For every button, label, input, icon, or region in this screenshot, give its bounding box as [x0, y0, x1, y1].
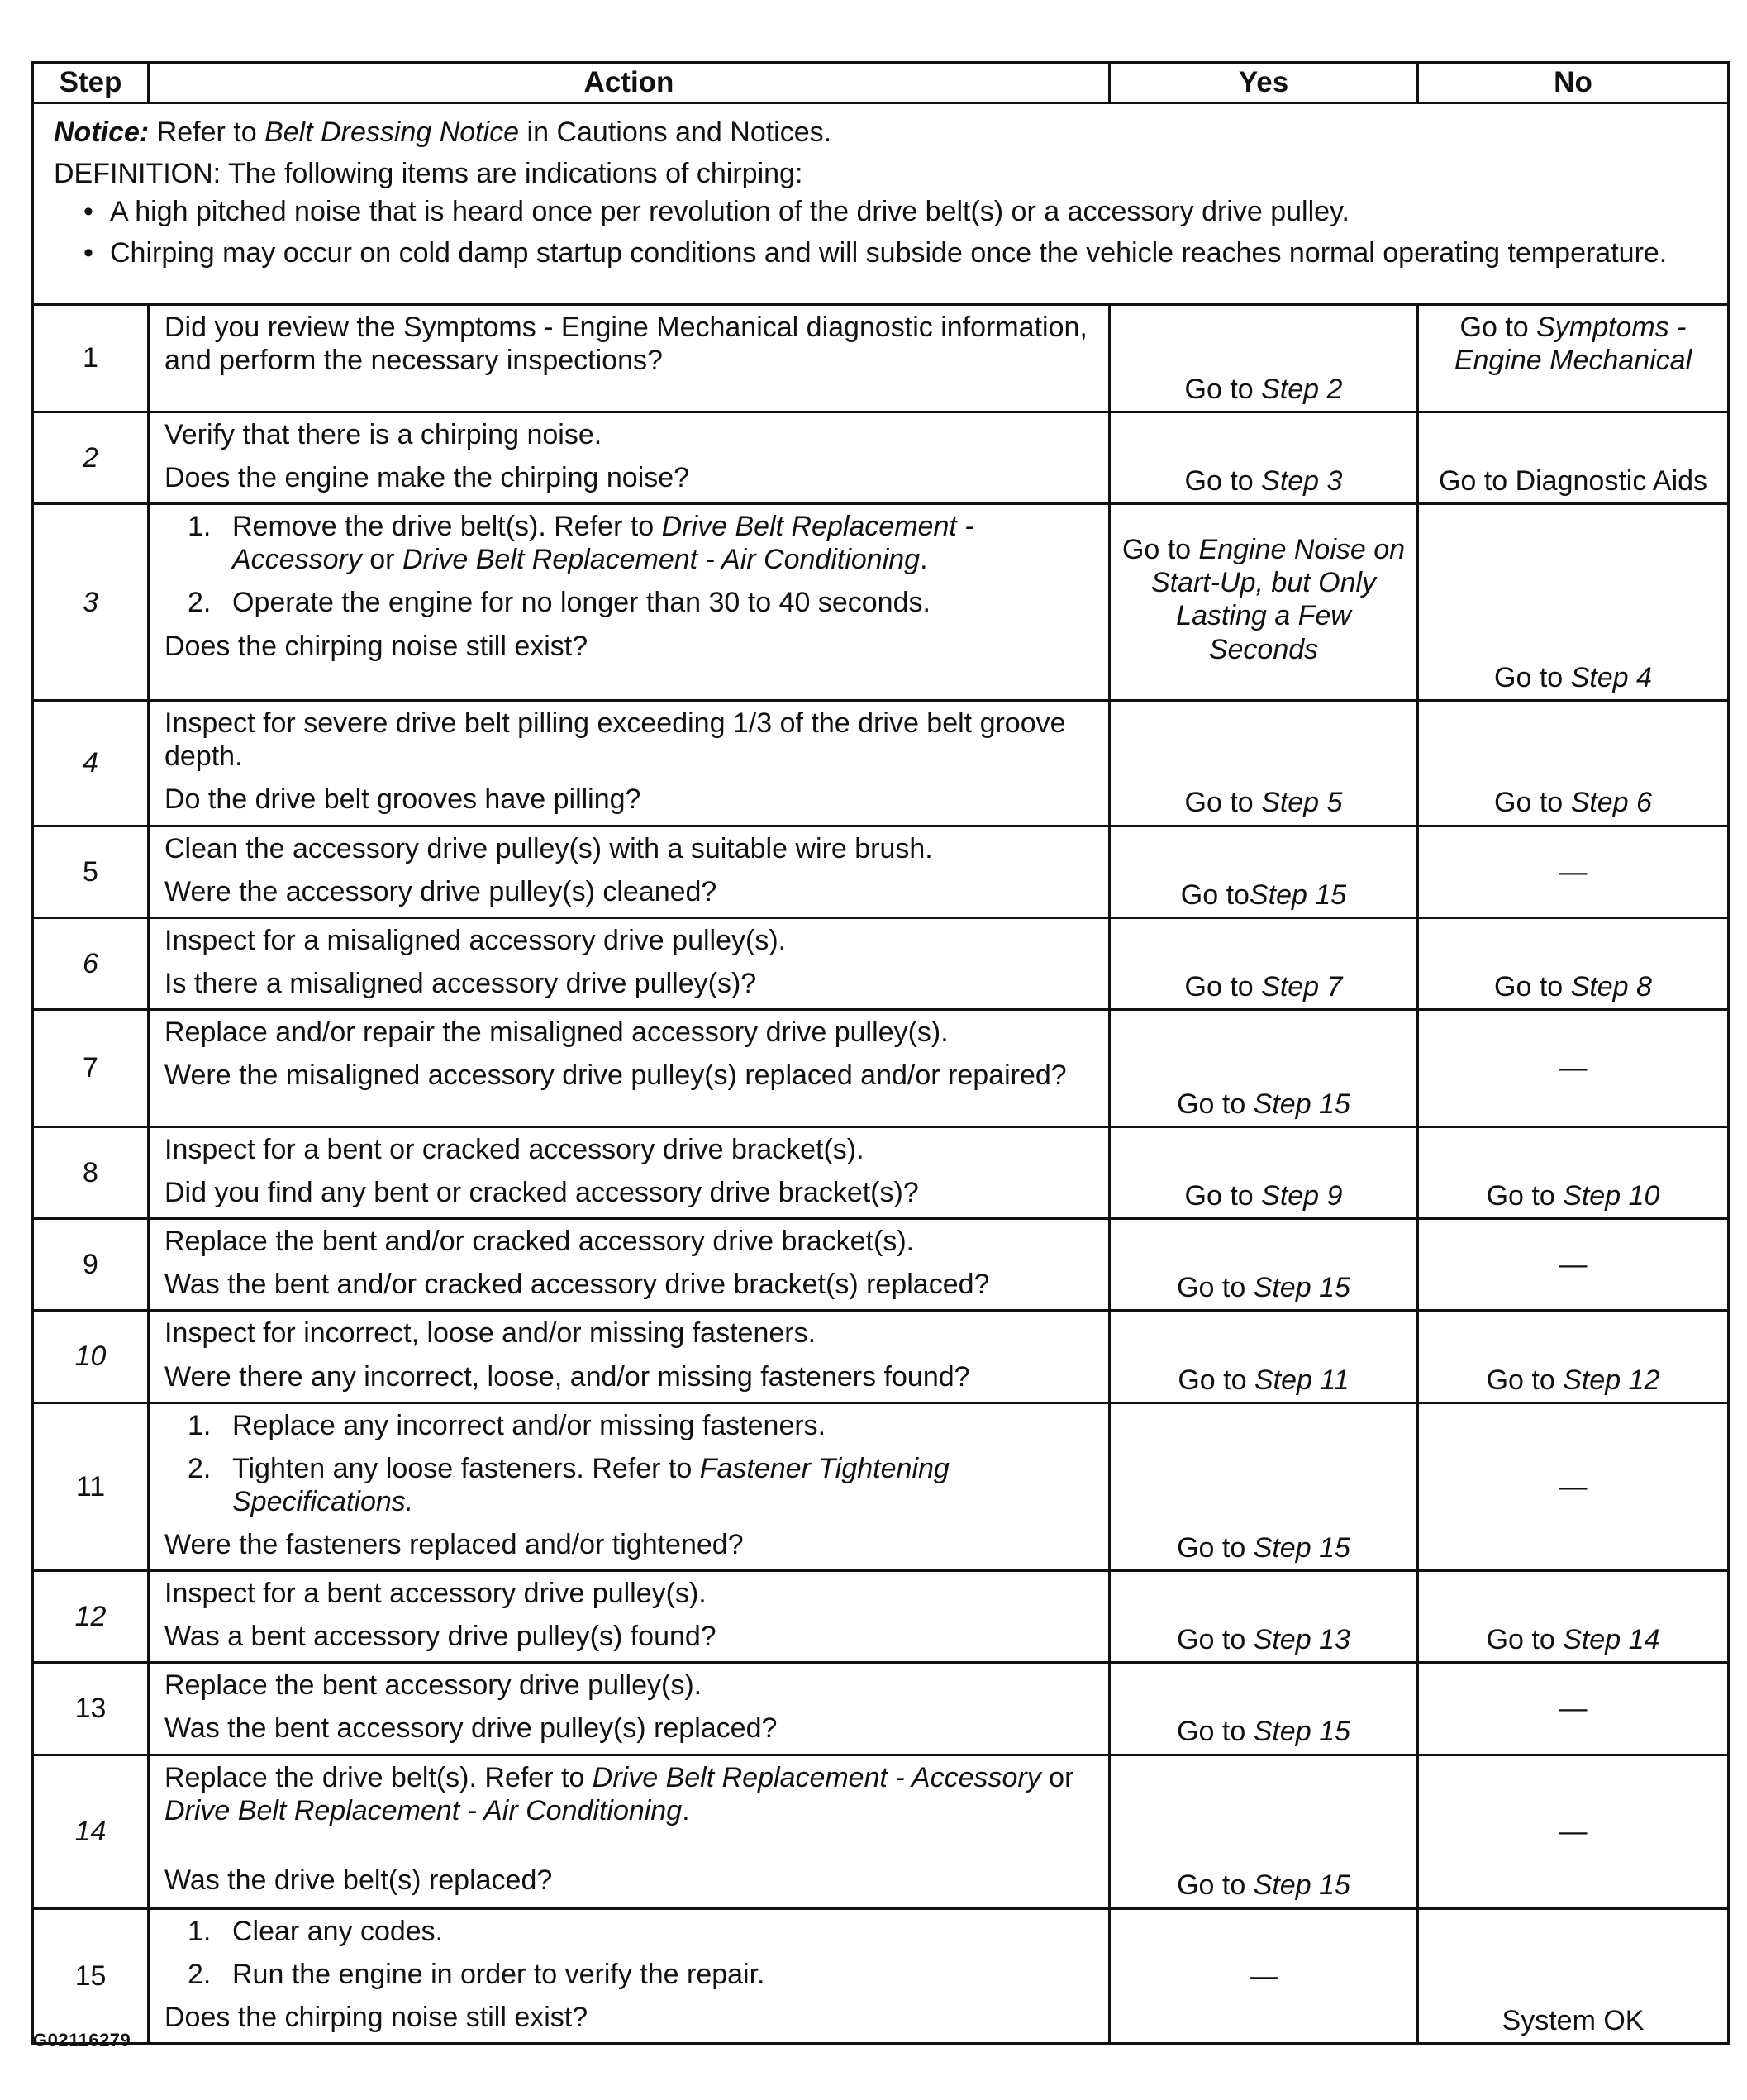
- yes-text: Go to: [1177, 1624, 1254, 1656]
- notice-text-end: in Cautions and Notices.: [519, 117, 832, 148]
- no-reference: Step 12: [1563, 1364, 1660, 1396]
- yes-reference: Step 15: [1253, 1869, 1350, 1902]
- action-list-item: [188, 1409, 1097, 1442]
- yes-reference: Step 3: [1261, 465, 1343, 498]
- step-row-15: [33, 1908, 1729, 2043]
- step-row-12: [33, 1571, 1729, 1663]
- no-result: [1418, 1755, 1729, 1908]
- no-text: Go to: [1459, 312, 1537, 343]
- no-reference: Step 4: [1570, 662, 1652, 694]
- action-text: [164, 1761, 1097, 1827]
- no-reference: Step 14: [1563, 1624, 1660, 1656]
- no-reference: Symptoms - Engine Mechanical: [1454, 312, 1692, 377]
- action-question: Were the fasteners replaced and/or tightened?: [164, 1528, 744, 1560]
- action-list-item: [188, 1452, 1097, 1518]
- yes-reference: Step 9: [1261, 1180, 1343, 1212]
- yes-text: Go to: [1177, 1272, 1254, 1304]
- yes-text: Go to: [1184, 787, 1262, 819]
- yes-text: Go to: [1184, 373, 1262, 405]
- yes-result: [1110, 412, 1418, 504]
- definition-bullet: [83, 195, 1712, 228]
- table-header-row: [33, 63, 1729, 103]
- step-row-5: [33, 826, 1729, 917]
- no-result: [1418, 1663, 1729, 1755]
- step-number: 9: [33, 1219, 149, 1311]
- notice-cell: [33, 103, 1729, 305]
- action-text: Replace and/or repair the misaligned accessory drive pulley(s).: [164, 1016, 949, 1048]
- header-no: No: [1418, 63, 1729, 103]
- step-row-8: [33, 1126, 1729, 1218]
- no-result: [1418, 1402, 1729, 1570]
- step-action: [149, 1402, 1110, 1570]
- list-text-part: Remove the drive belt(s). Refer to: [232, 511, 662, 543]
- yes-reference: Step 11: [1254, 1364, 1350, 1396]
- action-text: Inspect for a bent accessory drive pulley(s).: [164, 1578, 707, 1610]
- list-reference: Drive Belt Replacement - Accessory: [232, 511, 974, 576]
- list-text: [232, 510, 1097, 576]
- step-row-7: [33, 1009, 1729, 1126]
- no-reference: Step 6: [1570, 787, 1652, 819]
- step-row-3: [33, 504, 1729, 701]
- action-question: Is there a misaligned accessory drive pulley(s)?: [164, 967, 757, 999]
- yes-result: [1110, 1311, 1418, 1402]
- yes-result: [1110, 305, 1418, 412]
- no-text: Go to: [1486, 1624, 1564, 1656]
- step-row-6: [33, 917, 1729, 1009]
- list-text: Run the engine in order to verify the repair.: [232, 1958, 765, 1990]
- step-action: [149, 1126, 1110, 1218]
- yes-reference: Step 2: [1261, 373, 1343, 405]
- action-question: Was a bent accessory drive pulley(s) found?: [164, 1621, 716, 1653]
- step-action: [149, 826, 1110, 917]
- action-text: Did you review the Symptoms - Engine Mechanical diagnostic information, and perform the necessary inspections?: [164, 312, 1088, 377]
- no-dash: —: [1559, 1052, 1588, 1084]
- no-dash: —: [1559, 1693, 1588, 1725]
- yes-result: [1110, 917, 1418, 1009]
- no-result: [1418, 504, 1729, 701]
- no-result: [1418, 1126, 1729, 1218]
- list-reference: Drive Belt Replacement - Air Conditioning: [402, 544, 921, 576]
- yes-text: Go to: [1178, 1364, 1254, 1396]
- step-row-1: [33, 305, 1729, 412]
- step-action: [149, 1219, 1110, 1311]
- list-text: Replace any incorrect and/or missing fasteners.: [232, 1409, 826, 1441]
- action-list-item: [188, 510, 1097, 576]
- step-row-2: [33, 412, 1729, 504]
- bullet-icon: •: [83, 196, 93, 228]
- header-yes: Yes: [1110, 63, 1418, 103]
- action-text: Inspect for severe drive belt pilling exceeding 1/3 of the drive belt groove depth.: [164, 707, 1066, 773]
- step-number: 6: [33, 917, 149, 1009]
- definition-text: DEFINITION: The following items are indications of chirping:: [54, 158, 803, 190]
- step-action: [149, 1009, 1110, 1126]
- list-number: 2.: [188, 1452, 212, 1484]
- action-text: Inspect for incorrect, loose and/or missing fasteners.: [164, 1317, 816, 1350]
- step-row-9: [33, 1219, 1729, 1311]
- list-number: 2.: [188, 1958, 212, 1990]
- action-question: Did you find any bent or cracked accessory drive bracket(s)?: [164, 1177, 919, 1209]
- step-number: 12: [33, 1571, 149, 1663]
- step-action: [149, 1755, 1110, 1908]
- yes-reference: Step 15: [1253, 1088, 1350, 1120]
- action-question: Do the drive belt grooves have pilling?: [164, 783, 641, 816]
- yes-result: [1110, 504, 1418, 701]
- list-text-part: Tighten any loose fasteners. Refer to: [232, 1452, 700, 1484]
- step-action: [149, 1311, 1110, 1402]
- yes-reference: Step 15: [1249, 879, 1347, 911]
- no-text: Go to: [1486, 1180, 1564, 1212]
- notice-reference: Belt Dressing Notice: [264, 117, 520, 148]
- list-text: Clear any codes.: [232, 1915, 444, 1947]
- list-text-part: or: [361, 544, 402, 576]
- list-reference: Fastener Tightening Specifications.: [232, 1452, 950, 1517]
- step-action: [149, 701, 1110, 826]
- step-number: 1: [33, 305, 149, 412]
- step-number: 11: [33, 1402, 149, 1570]
- action-text: Replace the bent and/or cracked accessory drive bracket(s).: [164, 1226, 915, 1258]
- yes-text: Go to: [1121, 534, 1199, 566]
- list-text-part: .: [920, 544, 928, 576]
- action-reference: Drive Belt Replacement - Air Conditioning: [164, 1794, 683, 1826]
- step-action: [149, 1571, 1110, 1663]
- yes-reference: Step 7: [1261, 970, 1343, 1002]
- yes-text: Go to: [1184, 970, 1262, 1002]
- notice-label: Notice:: [54, 117, 150, 148]
- step-row-10: [33, 1311, 1729, 1402]
- no-result: [1418, 305, 1729, 412]
- step-action: [149, 917, 1110, 1009]
- step-action: [149, 412, 1110, 504]
- action-text-part: Replace the drive belt(s). Refer to: [164, 1761, 593, 1793]
- yes-dash: —: [1250, 1960, 1278, 1992]
- action-text: Clean the accessory drive pulley(s) with a suitable wire brush.: [164, 832, 933, 864]
- action-text-part: or: [1040, 1761, 1074, 1793]
- no-text: System OK: [1502, 2004, 1645, 2036]
- no-reference: Step 10: [1563, 1180, 1660, 1212]
- diagnostic-table: [31, 61, 1730, 2045]
- yes-reference: Step 15: [1253, 1716, 1350, 1748]
- list-text: Operate the engine for no longer than 30 to 40 seconds.: [232, 587, 931, 619]
- action-list-item: [188, 586, 1097, 619]
- action-question: Does the chirping noise still exist?: [164, 2001, 588, 2033]
- step-action: [149, 504, 1110, 701]
- yes-result: [1110, 1126, 1418, 1218]
- step-number: 4: [33, 701, 149, 826]
- no-dash: —: [1559, 1249, 1588, 1281]
- step-action: [149, 1663, 1110, 1755]
- no-result: [1418, 1571, 1729, 1663]
- definition-bullet: [83, 236, 1712, 269]
- action-question: Was the bent accessory drive pulley(s) replaced?: [164, 1712, 778, 1745]
- step-action: [149, 1908, 1110, 2043]
- step-row-4: [33, 701, 1729, 826]
- action-text-part: .: [682, 1794, 690, 1826]
- no-text: Go to Diagnostic Aids: [1438, 465, 1708, 498]
- step-row-13: [33, 1663, 1729, 1755]
- no-text: Go to: [1486, 1364, 1564, 1396]
- action-question: Were the accessory drive pulley(s) cleaned?: [164, 875, 717, 907]
- action-text: Replace the bent accessory drive pulley(s).: [164, 1669, 702, 1702]
- no-text: Go to: [1494, 787, 1571, 819]
- yes-result: [1110, 1571, 1418, 1663]
- yes-text: Go to: [1177, 1716, 1254, 1748]
- step-number: 13: [33, 1663, 149, 1755]
- list-number: 2.: [188, 587, 212, 619]
- step-row-11: [33, 1402, 1729, 1570]
- list-number: 1.: [188, 511, 212, 543]
- step-number: 8: [33, 1126, 149, 1218]
- no-result: [1418, 1219, 1729, 1311]
- bullet-icon: •: [83, 237, 93, 269]
- action-question: Were the misaligned accessory drive pulley(s) replaced and/or repaired?: [164, 1060, 1067, 1092]
- bullet-text: A high pitched noise that is heard once per revolution of the drive belt(s) or a accessory drive pulley.: [110, 196, 1350, 228]
- no-result: [1418, 1311, 1729, 1402]
- no-result: [1418, 826, 1729, 917]
- no-result: [1418, 412, 1729, 504]
- action-question: Was the drive belt(s) replaced?: [164, 1864, 553, 1896]
- notice-line: [54, 116, 1712, 149]
- header-step: Step: [33, 63, 149, 103]
- action-list-item: [188, 1958, 1097, 1991]
- action-text: Inspect for a misaligned accessory drive pulley(s).: [164, 924, 787, 956]
- yes-result: [1110, 1755, 1418, 1908]
- yes-text: Go to: [1184, 1180, 1262, 1212]
- yes-text: Go to: [1184, 465, 1262, 498]
- action-text: Verify that there is a chirping noise.: [164, 419, 602, 450]
- yes-text: Go to: [1177, 1869, 1254, 1902]
- yes-result: [1110, 1219, 1418, 1311]
- no-text: Go to: [1494, 970, 1571, 1002]
- no-result: [1418, 701, 1729, 826]
- no-reference: Step 8: [1570, 970, 1652, 1002]
- no-dash: —: [1559, 1815, 1588, 1847]
- yes-result: [1110, 1663, 1418, 1755]
- list-number: 1.: [188, 1915, 212, 1947]
- action-question: Does the engine make the chirping noise?: [164, 462, 690, 494]
- list-text: [232, 1452, 1097, 1518]
- step-number: 2: [33, 412, 149, 504]
- notice-text: Refer to: [149, 117, 265, 148]
- figure-id: G02116279: [33, 2030, 131, 2050]
- yes-reference: Step 5: [1261, 787, 1343, 819]
- yes-text: Go to: [1180, 879, 1250, 911]
- action-question: Were there any incorrect, loose, and/or missing fasteners found?: [164, 1360, 970, 1393]
- yes-result: [1110, 1402, 1418, 1570]
- yes-reference: Step 15: [1253, 1531, 1350, 1564]
- action-question: Does the chirping noise still exist?: [164, 630, 588, 662]
- step-number: 5: [33, 826, 149, 917]
- action-list-item: [188, 1915, 1097, 1948]
- list-number: 1.: [188, 1409, 212, 1441]
- no-dash: —: [1559, 1470, 1588, 1502]
- step-number: 10: [33, 1311, 149, 1402]
- yes-reference: Step 13: [1253, 1624, 1350, 1656]
- step-number: 15: [33, 1908, 149, 2043]
- step-row-14: [33, 1755, 1729, 1908]
- action-question: Was the bent and/or cracked accessory drive bracket(s) replaced?: [164, 1269, 990, 1301]
- no-result: [1418, 917, 1729, 1009]
- bullet-text: Chirping may occur on cold damp startup conditions and will subside once the vehicle reaches normal operating temperature.: [110, 237, 1668, 269]
- action-text: Inspect for a bent or cracked accessory drive bracket(s).: [164, 1133, 864, 1165]
- no-dash: —: [1559, 855, 1588, 888]
- yes-result: [1110, 1009, 1418, 1126]
- yes-result: [1110, 701, 1418, 826]
- yes-result: [1110, 1908, 1418, 2043]
- action-reference: Drive Belt Replacement - Accessory: [592, 1761, 1041, 1793]
- yes-reference: Engine Noise on Start-Up, but Only Lasting a Few Seconds: [1150, 534, 1406, 665]
- no-result: [1418, 1908, 1729, 2043]
- yes-text: Go to: [1177, 1088, 1254, 1120]
- header-action: Action: [149, 63, 1110, 103]
- no-result: [1418, 1009, 1729, 1126]
- yes-result: [1110, 826, 1418, 917]
- step-number: 14: [33, 1755, 149, 1908]
- step-number: 3: [33, 504, 149, 701]
- no-text: Go to: [1494, 662, 1571, 694]
- step-action: [149, 305, 1110, 412]
- notice-row: [33, 103, 1729, 305]
- step-number: 7: [33, 1009, 149, 1126]
- yes-text: Go to: [1177, 1531, 1254, 1564]
- yes-reference: Step 15: [1253, 1272, 1350, 1304]
